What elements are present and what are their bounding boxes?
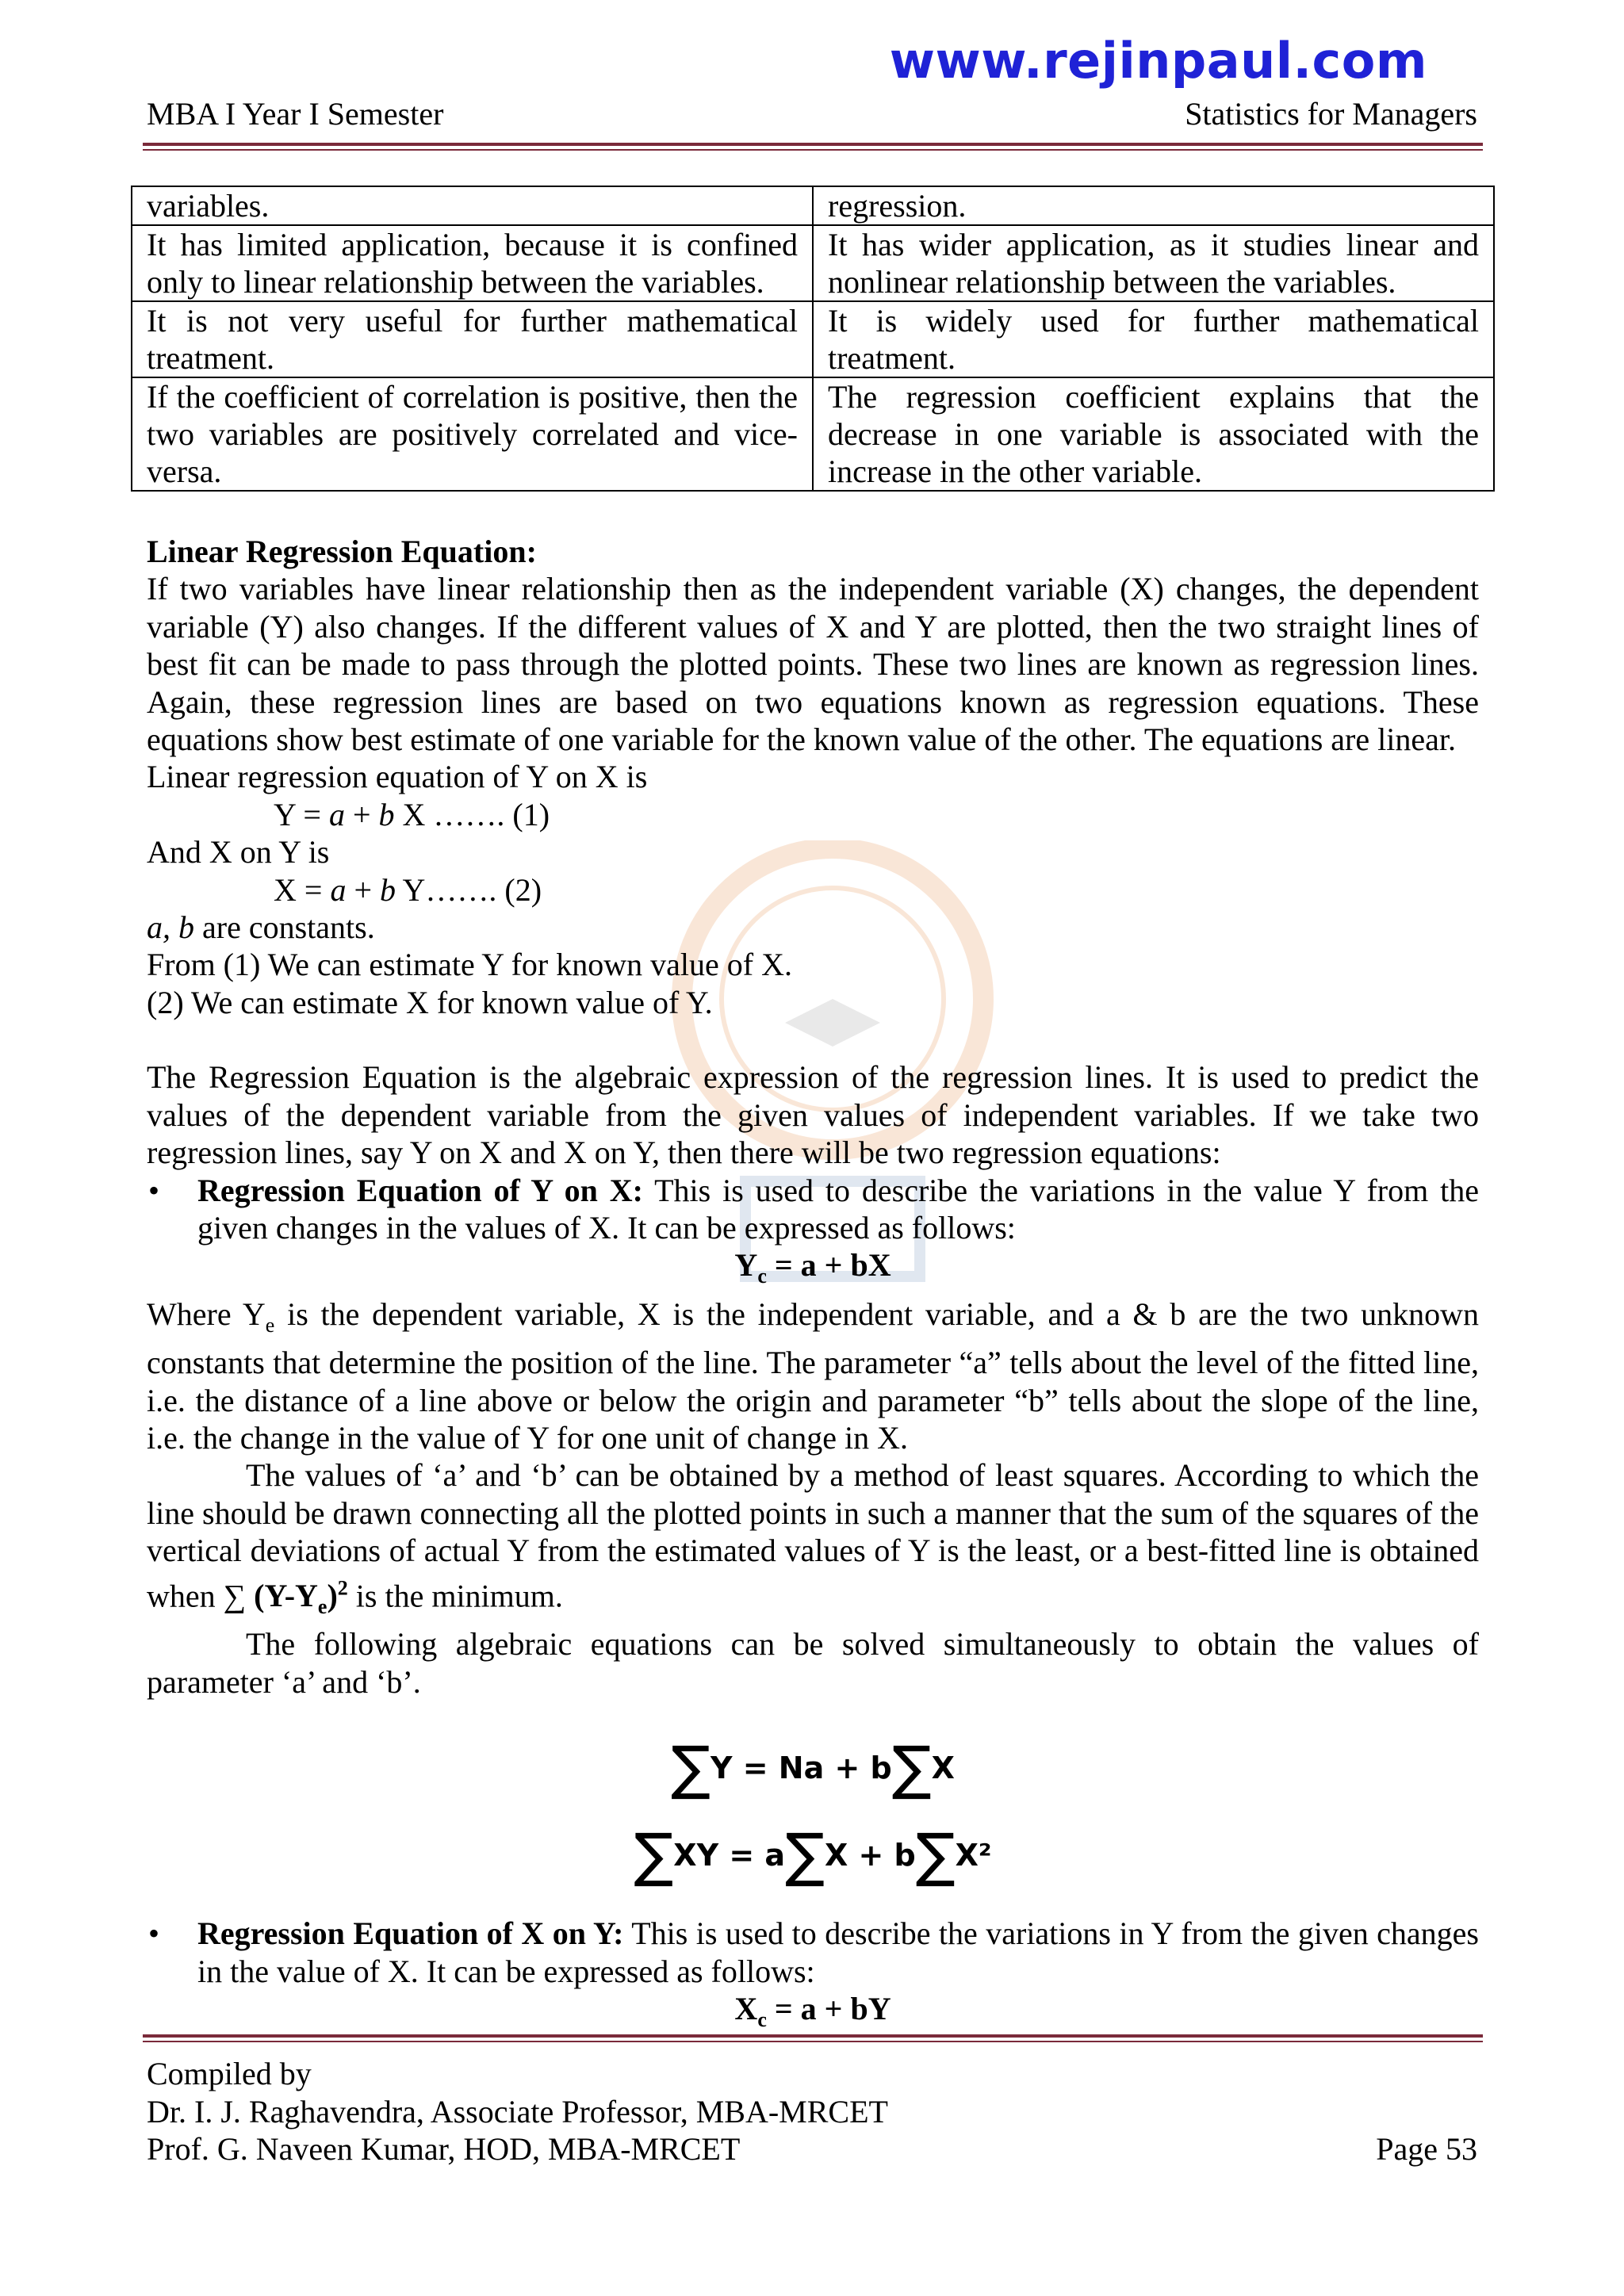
footer-rule [143, 2034, 1483, 2042]
table-row [132, 377, 1494, 491]
list-item: • Regression Equation of Y on X: This is used to describe the variations in the value Y from the given changes in the values of X. It can be expressed as follows: [148, 1172, 1479, 1246]
table-cell: The regression coefficient explains that the decrease in one variable is associated with the increase in the other variable. [813, 377, 1494, 491]
table-cell: If the coefficient of correlation is positive, then the two variables are positively correlated and vice-versa. [132, 377, 813, 491]
header-subject: Statistics for Managers [1185, 96, 1477, 132]
footer-author-2: Prof. G. Naveen Kumar, HOD, MBA-MRCET [147, 2131, 741, 2167]
paragraph: Linear regression equation of Y on X is [147, 759, 648, 795]
paragraph: And X on Y is [147, 834, 330, 871]
paragraph: The following algebraic equations can be solved simultaneously to obtain the values of parameter ‘a’ and ‘b’. [147, 1626, 1479, 1700]
paragraph: The values of ‘a’ and ‘b’ can be obtained by a method of least squares. According to which the line should be drawn connecting all the plotted points in such a manner that the sum of the squares of the vertical deviations of actual Y from the estimated values of Y is the least, or a best-fitted line is obtained when ∑ $(Y-Y_e)^2$ is the minimum. [147, 1457, 1479, 1618]
comparison-table [131, 186, 1495, 492]
table-row [132, 225, 1494, 301]
table-cell: It is not very useful for further mathematical treatment. [132, 301, 813, 377]
paragraph: a, b are constants. [147, 909, 375, 946]
paragraph: From (1) We can estimate Y for known value of X. [147, 947, 792, 983]
section-heading: Linear Regression Equation: [147, 534, 537, 569]
paragraph: Where $Y_e$ is the dependent variable, X is the independent variable, and a & b are the two unknown constants that determine the position of the line. The parameter “a” tells about the level of the fitted line, i.e. the distance of a line above or below the origin and parameter “b” tells about the slope of the line, i.e. the change in the value of Y for one unit of change in X. [147, 1295, 1480, 1456]
site-url[interactable]: www.rejinpaul.com [889, 32, 1427, 90]
paragraph: (2) We can estimate X for known value of Y. [147, 984, 713, 1020]
paragraph: If two variables have linear relationship then as the independent variable (X) changes, the dependent variable (Y) also changes. If the different values of X and Y are plotted, then the two straight lines of best fit can be made to pass through the plotted points. These two lines are known as regression lines. Again, these regression lines are based on two equations known as regression equations. These equations show best estimate of one variable for the known value of the other. The equations are linear. [147, 571, 1479, 758]
main-content [147, 533, 1479, 2038]
equation-2: X = a + b Y……. (2) [274, 871, 542, 908]
footer-credits [147, 2055, 888, 2168]
bullet-icon: • [148, 1915, 160, 1952]
bullet-icon: • [148, 1172, 160, 1208]
table-cell: regression. [813, 186, 1494, 225]
table-cell: It has wider application, as it studies linear and nonlinear relationship between the variables. [813, 225, 1494, 301]
header-rule [143, 143, 1483, 151]
page-number: Page 53 [1376, 2131, 1477, 2167]
paragraph: The Regression Equation is the algebraic expression of the regression lines. It is used to predict the values of the dependent variable from the given values of independent variables. If we take two regression lines, say Y on X and X on Y, then there will be two regression equations: [147, 1059, 1479, 1171]
list-item: • Regression Equation of X on Y: This is used to describe the variations in Y from the given changes in the value of X. It can be expressed as follows: [148, 1915, 1479, 1989]
table-cell: variables. [132, 186, 813, 225]
equation-yc: $Y_c = a$ + bX [734, 1247, 891, 1288]
footer-compiled-by: Compiled by [147, 2056, 312, 2091]
table-row [132, 301, 1494, 377]
footer-author-1: Dr. I. J. Raghavendra, Associate Professor, MBA-MRCET [147, 2093, 888, 2130]
header-course: MBA I Year I Semester [147, 96, 444, 132]
normal-equations [147, 1724, 1479, 1899]
table-cell: It is widely used for further mathematical treatment. [813, 301, 1494, 377]
normal-equation-1: ∑Y = Na + b∑X [671, 1734, 955, 1803]
equation-xc: $X_c = a$ + bY [734, 1990, 891, 2031]
equation-1: Y = a + b X ……. (1) [274, 796, 550, 832]
normal-equation-2: ∑XY = a∑X + b∑X² [634, 1821, 992, 1890]
table-cell: It has limited application, because it is confined only to linear relationship between the variables. [132, 225, 813, 301]
table-row [132, 186, 1494, 225]
